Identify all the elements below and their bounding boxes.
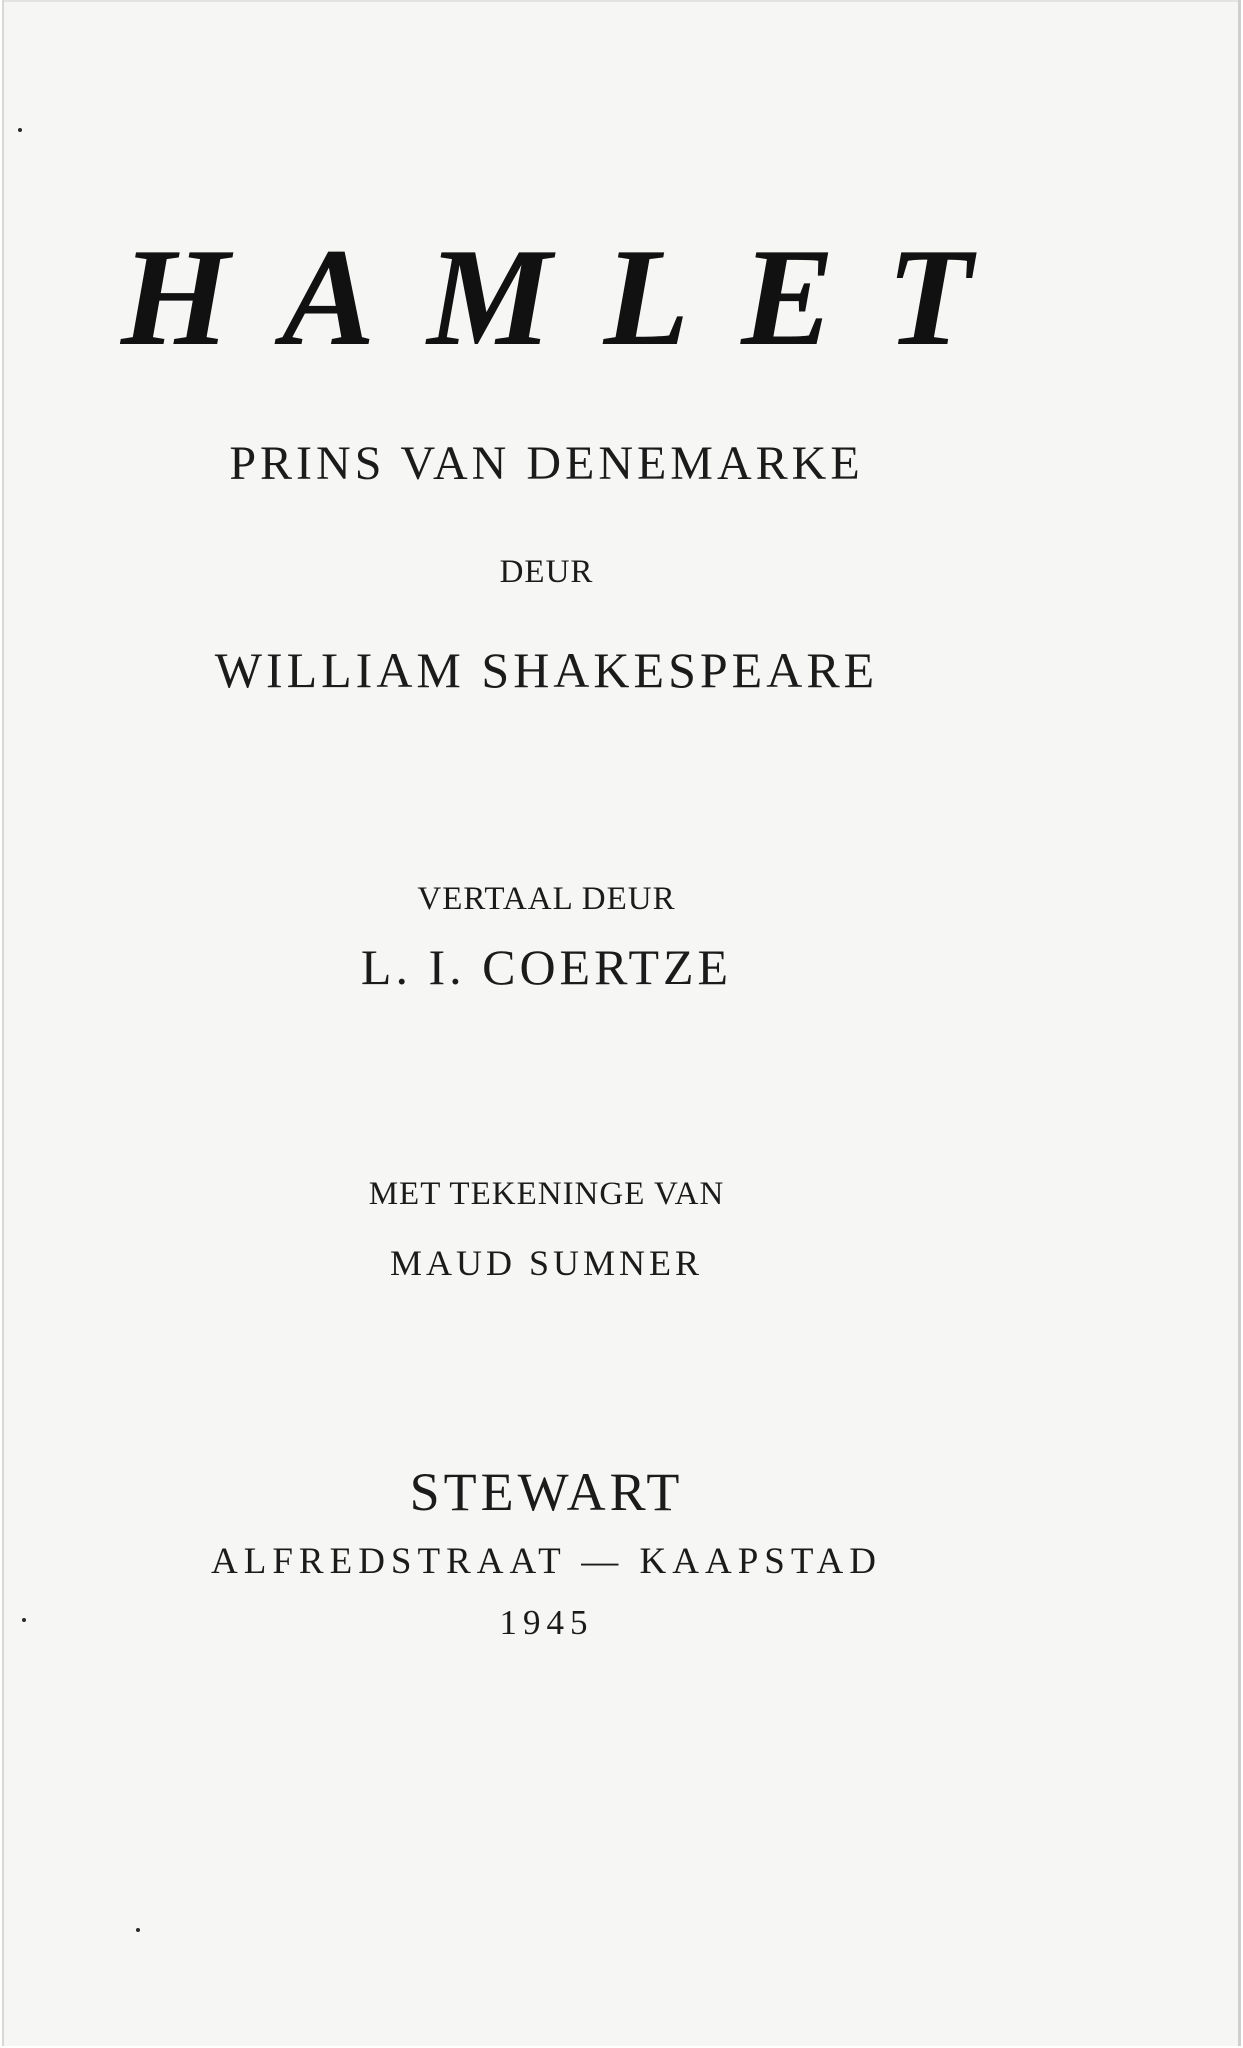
- title-page: [2, 0, 1241, 2046]
- page-top-edge: [4, 0, 1238, 2]
- illustrator-name: MAUD SUMNER: [389, 1243, 704, 1283]
- book-subtitle: PRINS VAN DENEMARKE: [229, 437, 864, 490]
- publisher-address: ALFREDSTRAAT — KAAPSTAD: [211, 1541, 882, 1582]
- publication-year: 1945: [499, 1603, 594, 1642]
- author-name: WILLIAM SHAKESPEARE: [214, 642, 879, 698]
- translated-by-label: VERTAAL DEUR: [417, 881, 676, 917]
- by-label: DEUR: [499, 554, 594, 590]
- illustrations-label: MET TEKENINGE VAN: [368, 1176, 725, 1212]
- print-speck: [136, 1928, 140, 1932]
- translator-name: L. I. COERTZE: [360, 939, 733, 995]
- publisher-name: STEWART: [409, 1462, 684, 1522]
- print-speck: [18, 128, 22, 132]
- book-title: HAMLET: [120, 220, 1025, 375]
